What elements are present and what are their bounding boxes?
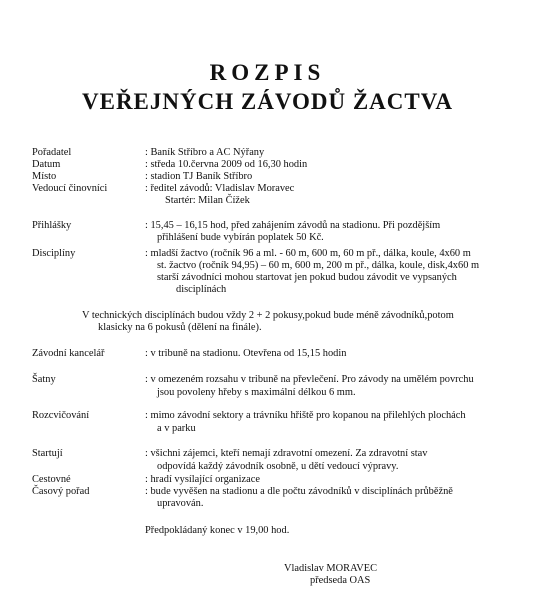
schedule-value-2: upravován. (157, 498, 204, 509)
date-value: : středa 10.června 2009 od 16,30 hodin (145, 159, 308, 170)
entries-value-2: přihlášení bude vybírán poplatek 50 Kč. (157, 232, 324, 243)
warmup-value-2: a v parku (157, 423, 196, 434)
officials-label: Vedoucí činovníci (32, 183, 108, 194)
office-label: Závodní kancelář (32, 348, 105, 359)
schedule-label: Časový pořad (32, 486, 90, 497)
warmup-label: Rozcvičování (32, 410, 90, 421)
organizer-value: : Baník Stříbro a AC Nýřany (145, 147, 265, 158)
technical-note-line-2: klasicky na 6 pokusů (dělení na finále). (98, 322, 262, 333)
changing-label: Šatny (32, 374, 56, 385)
end-note: Předpokládaný konec v 19,00 hod. (145, 525, 290, 536)
document-subtitle: VEŘEJNÝCH ZÁVODŮ ŽACTVA (82, 89, 453, 114)
disciplines-label: Disciplíny (32, 248, 76, 259)
signature-role: předseda OAS (310, 575, 371, 586)
entries-label: Přihlášky (32, 220, 72, 231)
entries-value: : 15,45 – 16,15 hod, před zahájením závodů na stadionu. Při pozdějším (145, 220, 441, 231)
officials-value: : ředitel závodů: Vladislav Moravec (145, 183, 295, 194)
date-label: Datum (32, 159, 61, 170)
travel-value: : hradí vysílající organizace (145, 474, 260, 485)
signature-name: Vladislav MORAVEC (284, 563, 378, 574)
schedule-value: : bude vyvěšen na stadionu a dle počtu závodníků v disciplínách průběžně (145, 486, 453, 497)
organizer-label: Pořadatel (32, 147, 72, 158)
changing-value: : v omezeném rozsahu v tribuně na převlečení. Pro závody na umělém povrchu (145, 374, 474, 385)
place-label: Místo (32, 171, 57, 182)
officials-value-2: Startér: Milan Čížek (165, 195, 250, 206)
technical-note-line-1: V technických disciplínách budou vždy 2 + 2 pokusy,pokud bude méně závodníků,potom (82, 310, 454, 321)
startup-value-2: odpovídá každý závodník osobně, u dětí vedoucí výpravy. (157, 461, 399, 472)
changing-value-2: jsou povoleny hřeby s maximální délkou 6 mm. (157, 387, 356, 398)
startup-value: : všichni zájemci, kteří nemají zdravotní omezení. Za zdravotní stav (145, 448, 428, 459)
travel-label: Cestovné (32, 474, 71, 485)
document-title: ROZPIS (209, 60, 326, 85)
startup-label: Startují (32, 448, 63, 459)
office-value: : v tribuně na stadionu. Otevřena od 15,15 hodin (145, 348, 347, 359)
warmup-value: : mimo závodní sektory a trávníku hřiště pro kopanou na přilehlých plochách (145, 410, 466, 421)
disciplines-value: : mladší žactvo (ročník 96 a ml. - 60 m, 600 m, 60 m př., dálka, koule, 4x60 m (145, 248, 471, 259)
disciplines-value-4: disciplínách (176, 284, 227, 295)
disciplines-value-3: starší závodníci mohou startovat jen pokud budou závodit ve vypsaných (157, 272, 457, 283)
place-value: : stadion TJ Baník Stříbro (145, 171, 253, 182)
disciplines-value-2: st. žactvo (ročník 94,95) – 60 m, 600 m, 200 m př., dálka, koule, disk,4x60 m (157, 260, 480, 271)
